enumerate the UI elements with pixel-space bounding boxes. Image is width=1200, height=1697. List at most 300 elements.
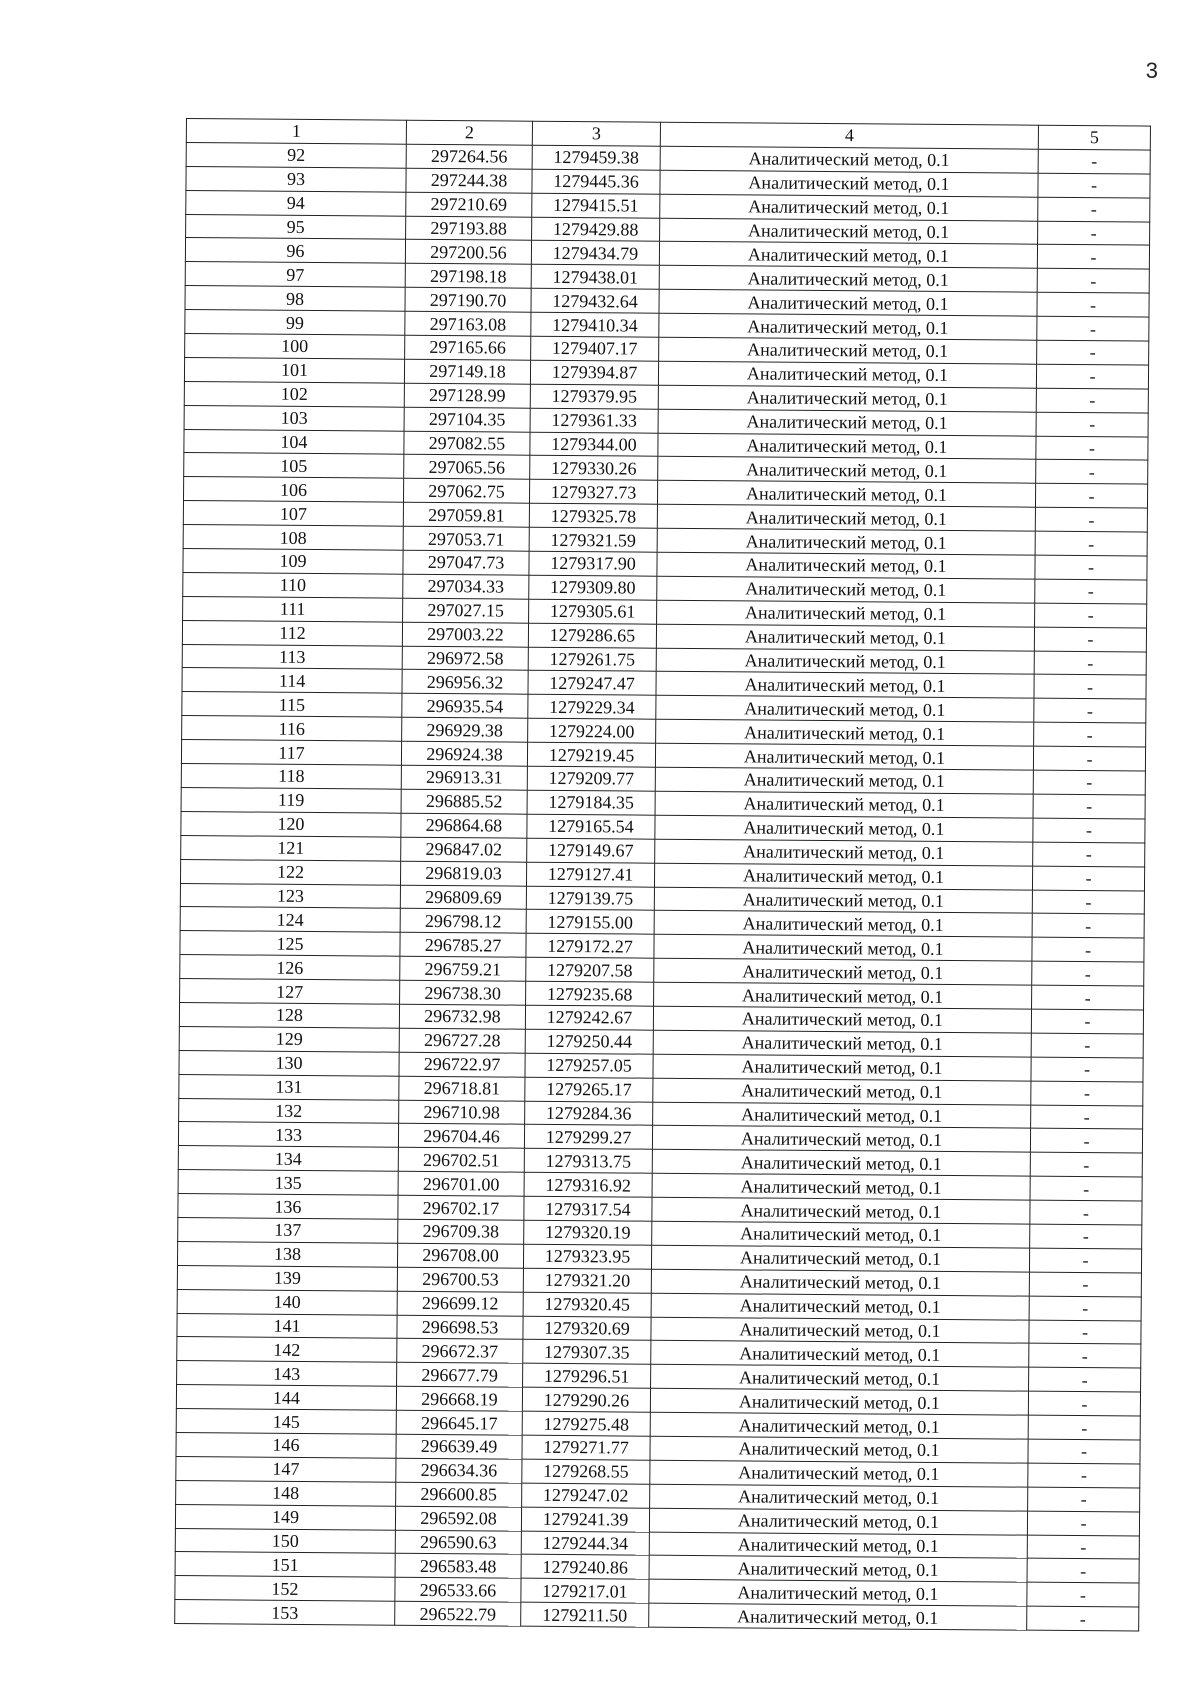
cell-y-coordinate: 1279207.58 xyxy=(526,957,654,982)
cell-point-number: 150 xyxy=(175,1528,395,1554)
cell-x-coordinate: 296645.17 xyxy=(396,1410,522,1435)
cell-point-number: 147 xyxy=(176,1456,396,1482)
cell-y-coordinate: 1279217.01 xyxy=(521,1579,649,1604)
cell-method: Аналитический метод, 0.1 xyxy=(657,600,1035,627)
cell-y-coordinate: 1279224.00 xyxy=(528,718,656,743)
cell-x-coordinate: 296583.48 xyxy=(395,1554,521,1579)
cell-y-coordinate: 1279241.39 xyxy=(521,1507,649,1532)
cell-y-coordinate: 1279438.01 xyxy=(531,265,659,290)
cell-method: Аналитический метод, 0.1 xyxy=(649,1603,1027,1630)
cell-y-coordinate: 1279172.27 xyxy=(526,933,654,958)
cell-note: - xyxy=(1036,460,1148,485)
cell-point-number: 142 xyxy=(177,1337,397,1363)
cell-y-coordinate: 1279139.75 xyxy=(526,886,654,911)
cell-point-number: 100 xyxy=(185,334,405,360)
cell-note: - xyxy=(1027,1606,1139,1631)
cell-point-number: 135 xyxy=(178,1170,398,1196)
cell-note: - xyxy=(1033,794,1145,819)
cell-point-number: 104 xyxy=(184,429,404,455)
cell-x-coordinate: 296727.28 xyxy=(399,1028,525,1053)
cell-point-number: 111 xyxy=(183,596,403,622)
cell-point-number: 117 xyxy=(181,740,401,766)
cell-x-coordinate: 296738.30 xyxy=(400,980,526,1005)
cell-y-coordinate: 1279286.65 xyxy=(528,623,656,648)
cell-method: Аналитический метод, 0.1 xyxy=(657,528,1035,555)
cell-x-coordinate: 297264.56 xyxy=(406,144,532,169)
cell-method: Аналитический метод, 0.1 xyxy=(659,337,1037,364)
cell-point-number: 143 xyxy=(177,1361,397,1387)
cell-method: Аналитический метод, 0.1 xyxy=(650,1388,1028,1415)
cell-x-coordinate: 296590.63 xyxy=(395,1530,521,1555)
cell-y-coordinate: 1279271.77 xyxy=(522,1435,650,1460)
cell-y-coordinate: 1279149.67 xyxy=(527,838,655,863)
cell-method: Аналитический метод, 0.1 xyxy=(655,815,1033,842)
cell-note: - xyxy=(1029,1367,1141,1392)
cell-x-coordinate: 296809.69 xyxy=(400,885,526,910)
cell-method: Аналитический метод, 0.1 xyxy=(653,1102,1031,1129)
cell-note: - xyxy=(1031,1105,1143,1130)
cell-x-coordinate: 296885.52 xyxy=(401,789,527,814)
cell-y-coordinate: 1279299.27 xyxy=(524,1125,652,1150)
cell-y-coordinate: 1279242.67 xyxy=(525,1005,653,1030)
cell-x-coordinate: 297047.73 xyxy=(403,550,529,575)
cell-note: - xyxy=(1032,961,1144,986)
cell-method: Аналитический метод, 0.1 xyxy=(656,648,1034,675)
cell-x-coordinate: 297200.56 xyxy=(405,240,531,265)
cell-point-number: 109 xyxy=(183,549,403,575)
cell-x-coordinate: 297244.38 xyxy=(406,168,532,193)
cell-x-coordinate: 296672.37 xyxy=(397,1339,523,1364)
cell-method: Аналитический метод, 0.1 xyxy=(654,958,1032,985)
cell-method: Аналитический метод, 0.1 xyxy=(652,1197,1030,1224)
cell-method: Аналитический метод, 0.1 xyxy=(659,242,1037,269)
cell-method: Аналитический метод, 0.1 xyxy=(654,982,1032,1009)
cell-x-coordinate: 297210.69 xyxy=(406,192,532,217)
cell-note: - xyxy=(1028,1391,1140,1416)
cell-y-coordinate: 1279410.34 xyxy=(531,312,659,337)
cell-x-coordinate: 297053.71 xyxy=(403,526,529,551)
cell-method: Аналитический метод, 0.1 xyxy=(654,934,1032,961)
cell-note: - xyxy=(1028,1439,1140,1464)
cell-y-coordinate: 1279429.88 xyxy=(532,217,660,242)
cell-x-coordinate: 296592.08 xyxy=(395,1506,521,1531)
cell-point-number: 95 xyxy=(186,214,406,240)
cell-note: - xyxy=(1033,818,1145,843)
cell-y-coordinate: 1279209.77 xyxy=(527,766,655,791)
cell-y-coordinate: 1279265.17 xyxy=(525,1077,653,1102)
cell-y-coordinate: 1279275.48 xyxy=(522,1411,650,1436)
cell-y-coordinate: 1279309.80 xyxy=(529,575,657,600)
cell-x-coordinate: 296639.49 xyxy=(396,1434,522,1459)
cell-y-coordinate: 1279305.61 xyxy=(529,599,657,624)
cell-note: - xyxy=(1036,436,1148,461)
cell-y-coordinate: 1279261.75 xyxy=(528,647,656,672)
cell-x-coordinate: 296929.38 xyxy=(402,717,528,742)
cell-note: - xyxy=(1030,1176,1142,1201)
cell-method: Аналитический метод, 0.1 xyxy=(654,863,1032,890)
cell-point-number: 122 xyxy=(180,859,400,885)
cell-method: Аналитический метод, 0.1 xyxy=(656,624,1034,651)
cell-method: Аналитический метод, 0.1 xyxy=(655,839,1033,866)
cell-point-number: 137 xyxy=(178,1217,398,1243)
cell-point-number: 113 xyxy=(182,644,402,670)
cell-point-number: 132 xyxy=(179,1098,399,1124)
cell-point-number: 128 xyxy=(179,1002,399,1028)
cell-note: - xyxy=(1027,1511,1139,1536)
cell-y-coordinate: 1279379.95 xyxy=(530,384,658,409)
cell-y-coordinate: 1279321.20 xyxy=(523,1268,651,1293)
cell-method: Аналитический метод, 0.1 xyxy=(655,791,1033,818)
cell-y-coordinate: 1279316.92 xyxy=(524,1172,652,1197)
cell-point-number: 99 xyxy=(185,310,405,336)
cell-note: - xyxy=(1032,866,1144,891)
cell-point-number: 98 xyxy=(185,286,405,312)
cell-x-coordinate: 296924.38 xyxy=(401,741,527,766)
cell-x-coordinate: 296634.36 xyxy=(396,1458,522,1483)
cell-y-coordinate: 1279317.90 xyxy=(529,551,657,576)
cell-x-coordinate: 296718.81 xyxy=(399,1076,525,1101)
cell-x-coordinate: 296972.58 xyxy=(402,646,528,671)
cell-y-coordinate: 1279229.34 xyxy=(528,695,656,720)
cell-note: - xyxy=(1034,651,1146,676)
cell-note: - xyxy=(1030,1152,1142,1177)
cell-y-coordinate: 1279323.95 xyxy=(523,1244,651,1269)
cell-method: Аналитический метод, 0.1 xyxy=(649,1556,1027,1583)
cell-method: Аналитический метод, 0.1 xyxy=(660,218,1038,245)
cell-x-coordinate: 296677.79 xyxy=(397,1363,523,1388)
cell-method: Аналитический метод, 0.1 xyxy=(653,1030,1031,1057)
cell-x-coordinate: 296700.53 xyxy=(397,1267,523,1292)
cell-note: - xyxy=(1037,269,1149,294)
cell-y-coordinate: 1279165.54 xyxy=(527,814,655,839)
cell-point-number: 127 xyxy=(180,979,400,1005)
cell-point-number: 126 xyxy=(180,955,400,981)
cell-y-coordinate: 1279250.44 xyxy=(525,1029,653,1054)
cell-note: - xyxy=(1037,340,1149,365)
cell-y-coordinate: 1279127.41 xyxy=(526,862,654,887)
cell-y-coordinate: 1279327.73 xyxy=(529,480,657,505)
cell-point-number: 112 xyxy=(182,620,402,646)
cell-y-coordinate: 1279155.00 xyxy=(526,910,654,935)
cell-method: Аналитический метод, 0.1 xyxy=(655,767,1033,794)
cell-y-coordinate: 1279415.51 xyxy=(532,193,660,218)
cell-note: - xyxy=(1028,1415,1140,1440)
cell-note: - xyxy=(1033,842,1145,867)
cell-y-coordinate: 1279320.45 xyxy=(523,1292,651,1317)
cell-point-number: 115 xyxy=(182,692,402,718)
cell-point-number: 140 xyxy=(177,1289,397,1315)
cell-method: Аналитический метод, 0.1 xyxy=(650,1412,1028,1439)
cell-note: - xyxy=(1032,914,1144,939)
cell-point-number: 92 xyxy=(186,142,406,168)
cell-x-coordinate: 297165.66 xyxy=(405,335,531,360)
cell-y-coordinate: 1279445.36 xyxy=(532,169,660,194)
cell-point-number: 101 xyxy=(184,357,404,383)
cell-y-coordinate: 1279394.87 xyxy=(530,360,658,385)
cell-note: - xyxy=(1029,1296,1141,1321)
cell-y-coordinate: 1279434.79 xyxy=(531,241,659,266)
cell-point-number: 114 xyxy=(182,668,402,694)
cell-x-coordinate: 296699.12 xyxy=(397,1291,523,1316)
cell-point-number: 106 xyxy=(183,477,403,503)
cell-x-coordinate: 297198.18 xyxy=(405,264,531,289)
cell-note: - xyxy=(1035,531,1147,556)
header-col-2: 2 xyxy=(406,120,532,145)
cell-method: Аналитический метод, 0.1 xyxy=(652,1126,1030,1153)
cell-method: Аналитический метод, 0.1 xyxy=(656,672,1034,699)
cell-x-coordinate: 296864.68 xyxy=(401,813,527,838)
cell-x-coordinate: 297059.81 xyxy=(403,502,529,527)
cell-method: Аналитический метод, 0.1 xyxy=(651,1269,1029,1296)
cell-y-coordinate: 1279361.33 xyxy=(530,408,658,433)
cell-y-coordinate: 1279344.00 xyxy=(530,432,658,457)
cell-method: Аналитический метод, 0.1 xyxy=(651,1365,1029,1392)
header-col-1: 1 xyxy=(186,119,406,145)
cell-x-coordinate: 297027.15 xyxy=(403,598,529,623)
cell-y-coordinate: 1279407.17 xyxy=(531,336,659,361)
cell-note: - xyxy=(1034,627,1146,652)
cell-method: Аналитический метод, 0.1 xyxy=(650,1436,1028,1463)
cell-method: Аналитический метод, 0.1 xyxy=(649,1508,1027,1535)
cell-x-coordinate: 297190.70 xyxy=(405,287,531,312)
cell-point-number: 107 xyxy=(183,501,403,527)
cell-x-coordinate: 297034.33 xyxy=(403,574,529,599)
cell-method: Аналитический метод, 0.1 xyxy=(649,1532,1027,1559)
cell-method: Аналитический метод, 0.1 xyxy=(652,1221,1030,1248)
cell-point-number: 145 xyxy=(176,1409,396,1435)
cell-point-number: 93 xyxy=(186,166,406,192)
cell-x-coordinate: 296956.32 xyxy=(402,670,528,695)
cell-point-number: 138 xyxy=(177,1241,397,1267)
cell-y-coordinate: 1279432.64 xyxy=(531,288,659,313)
table-body xyxy=(175,142,1151,1631)
cell-note: - xyxy=(1034,722,1146,747)
cell-method: Аналитический метод, 0.1 xyxy=(654,911,1032,938)
cell-note: - xyxy=(1035,555,1147,580)
cell-x-coordinate: 296785.27 xyxy=(400,932,526,957)
cell-y-coordinate: 1279211.50 xyxy=(521,1602,649,1627)
cell-note: - xyxy=(1027,1559,1139,1584)
cell-point-number: 108 xyxy=(183,525,403,551)
cell-method: Аналитический метод, 0.1 xyxy=(651,1341,1029,1368)
cell-note: - xyxy=(1038,197,1150,222)
cell-y-coordinate: 1279317.54 xyxy=(524,1196,652,1221)
cell-point-number: 133 xyxy=(178,1122,398,1148)
cell-note: - xyxy=(1030,1200,1142,1225)
cell-y-coordinate: 1279219.45 xyxy=(527,742,655,767)
cell-method: Аналитический метод, 0.1 xyxy=(654,887,1032,914)
cell-note: - xyxy=(1038,173,1150,198)
cell-point-number: 131 xyxy=(179,1074,399,1100)
cell-note: - xyxy=(1031,1033,1143,1058)
cell-note: - xyxy=(1037,245,1149,270)
cell-note: - xyxy=(1029,1272,1141,1297)
cell-note: - xyxy=(1031,1009,1143,1034)
cell-point-number: 103 xyxy=(184,405,404,431)
cell-note: - xyxy=(1033,746,1145,771)
cell-note: - xyxy=(1035,603,1147,628)
cell-x-coordinate: 297128.99 xyxy=(404,383,530,408)
cell-note: - xyxy=(1029,1248,1141,1273)
cell-point-number: 96 xyxy=(185,238,405,264)
cell-point-number: 153 xyxy=(175,1600,395,1626)
cell-x-coordinate: 297163.08 xyxy=(405,311,531,336)
cell-note: - xyxy=(1027,1535,1139,1560)
cell-point-number: 124 xyxy=(180,907,400,933)
cell-method: Аналитический метод, 0.1 xyxy=(656,696,1034,723)
cell-note: - xyxy=(1032,985,1144,1010)
cell-note: - xyxy=(1037,316,1149,341)
cell-y-coordinate: 1279290.26 xyxy=(522,1387,650,1412)
cell-note: - xyxy=(1035,579,1147,604)
cell-note: - xyxy=(1030,1224,1142,1249)
cell-method: Аналитический метод, 0.1 xyxy=(657,552,1035,579)
cell-x-coordinate: 297104.35 xyxy=(404,407,530,432)
cell-note: - xyxy=(1036,364,1148,389)
cell-method: Аналитический метод, 0.1 xyxy=(653,1006,1031,1033)
page-number: 3 xyxy=(1145,58,1158,83)
cell-note: - xyxy=(1029,1344,1141,1369)
header-col-5: 5 xyxy=(1038,125,1150,150)
cell-point-number: 129 xyxy=(179,1026,399,1052)
cell-y-coordinate: 1279320.19 xyxy=(524,1220,652,1245)
cell-note: - xyxy=(1031,1081,1143,1106)
cell-x-coordinate: 296709.38 xyxy=(398,1219,524,1244)
cell-y-coordinate: 1279459.38 xyxy=(532,145,660,170)
cell-y-coordinate: 1279244.34 xyxy=(521,1531,649,1556)
cell-note: - xyxy=(1035,484,1147,509)
cell-point-number: 148 xyxy=(176,1480,396,1506)
cell-note: - xyxy=(1034,699,1146,724)
cell-point-number: 134 xyxy=(178,1146,398,1172)
cell-note: - xyxy=(1028,1487,1140,1512)
cell-method: Аналитический метод, 0.1 xyxy=(650,1484,1028,1511)
cell-y-coordinate: 1279247.47 xyxy=(528,671,656,696)
cell-point-number: 144 xyxy=(176,1385,396,1411)
cell-x-coordinate: 297003.22 xyxy=(402,622,528,647)
cell-method: Аналитический метод, 0.1 xyxy=(660,146,1038,173)
cell-method: Аналитический метод, 0.1 xyxy=(651,1245,1029,1272)
cell-note: - xyxy=(1031,1057,1143,1082)
cell-x-coordinate: 297062.75 xyxy=(403,479,529,504)
cell-note: - xyxy=(1032,890,1144,915)
cell-x-coordinate: 296798.12 xyxy=(400,909,526,934)
cell-x-coordinate: 296759.21 xyxy=(400,956,526,981)
cell-method: Аналитический метод, 0.1 xyxy=(657,481,1035,508)
cell-method: Аналитический метод, 0.1 xyxy=(660,194,1038,221)
cell-y-coordinate: 1279247.02 xyxy=(522,1483,650,1508)
cell-y-coordinate: 1279320.69 xyxy=(523,1316,651,1341)
cell-point-number: 152 xyxy=(175,1576,395,1602)
cell-note: - xyxy=(1036,412,1148,437)
cell-x-coordinate: 296698.53 xyxy=(397,1315,523,1340)
cell-y-coordinate: 1279284.36 xyxy=(525,1101,653,1126)
cell-point-number: 141 xyxy=(177,1313,397,1339)
cell-note: - xyxy=(1029,1320,1141,1345)
cell-y-coordinate: 1279240.86 xyxy=(521,1555,649,1580)
cell-x-coordinate: 296600.85 xyxy=(396,1482,522,1507)
cell-method: Аналитический метод, 0.1 xyxy=(660,170,1038,197)
cell-x-coordinate: 296533.66 xyxy=(395,1578,521,1603)
cell-note: - xyxy=(1030,1129,1142,1154)
cell-x-coordinate: 296935.54 xyxy=(402,694,528,719)
cell-y-coordinate: 1279325.78 xyxy=(529,503,657,528)
cell-method: Аналитический метод, 0.1 xyxy=(651,1293,1029,1320)
cell-note: - xyxy=(1028,1463,1140,1488)
cell-x-coordinate: 296913.31 xyxy=(401,765,527,790)
cell-note: - xyxy=(1033,770,1145,795)
cell-x-coordinate: 296708.00 xyxy=(397,1243,523,1268)
cell-x-coordinate: 296710.98 xyxy=(399,1100,525,1125)
cell-method: Аналитический метод, 0.1 xyxy=(659,313,1037,340)
cell-method: Аналитический метод, 0.1 xyxy=(653,1078,1031,1105)
cell-method: Аналитический метод, 0.1 xyxy=(658,433,1036,460)
cell-point-number: 120 xyxy=(181,811,401,837)
cell-point-number: 139 xyxy=(177,1265,397,1291)
cell-note: - xyxy=(1037,292,1149,317)
cell-point-number: 97 xyxy=(185,262,405,288)
cell-y-coordinate: 1279235.68 xyxy=(526,981,654,1006)
cell-point-number: 146 xyxy=(176,1432,396,1458)
cell-method: Аналитический метод, 0.1 xyxy=(658,409,1036,436)
cell-method: Аналитический метод, 0.1 xyxy=(655,743,1033,770)
cell-point-number: 151 xyxy=(175,1552,395,1578)
cell-x-coordinate: 296668.19 xyxy=(396,1386,522,1411)
cell-point-number: 121 xyxy=(181,835,401,861)
cell-note: - xyxy=(1036,388,1148,413)
coordinates-table xyxy=(174,118,1151,1632)
cell-method: Аналитический метод, 0.1 xyxy=(650,1460,1028,1487)
cell-y-coordinate: 1279184.35 xyxy=(527,790,655,815)
cell-point-number: 136 xyxy=(178,1194,398,1220)
header-col-4: 4 xyxy=(660,122,1038,149)
cell-method: Аналитический метод, 0.1 xyxy=(658,361,1036,388)
cell-note: - xyxy=(1038,221,1150,246)
cell-y-coordinate: 1279321.59 xyxy=(529,527,657,552)
cell-point-number: 149 xyxy=(175,1504,395,1530)
cell-point-number: 110 xyxy=(183,572,403,598)
cell-x-coordinate: 297065.56 xyxy=(404,455,530,480)
cell-x-coordinate: 296702.51 xyxy=(398,1147,524,1172)
cell-point-number: 105 xyxy=(184,453,404,479)
cell-method: Аналитический метод, 0.1 xyxy=(652,1149,1030,1176)
cell-method: Аналитический метод, 0.1 xyxy=(653,1054,1031,1081)
cell-x-coordinate: 296704.46 xyxy=(398,1124,524,1149)
cell-y-coordinate: 1279268.55 xyxy=(522,1459,650,1484)
cell-method: Аналитический метод, 0.1 xyxy=(656,719,1034,746)
cell-method: Аналитический метод, 0.1 xyxy=(657,576,1035,603)
cell-method: Аналитический метод, 0.1 xyxy=(652,1173,1030,1200)
cell-x-coordinate: 296732.98 xyxy=(399,1004,525,1029)
cell-y-coordinate: 1279313.75 xyxy=(524,1148,652,1173)
cell-note: - xyxy=(1027,1582,1139,1607)
cell-method: Аналитический метод, 0.1 xyxy=(657,504,1035,531)
cell-y-coordinate: 1279330.26 xyxy=(530,456,658,481)
cell-x-coordinate: 296522.79 xyxy=(395,1601,521,1626)
cell-point-number: 116 xyxy=(182,716,402,742)
cell-note: - xyxy=(1032,937,1144,962)
cell-note: - xyxy=(1035,507,1147,532)
cell-x-coordinate: 297193.88 xyxy=(406,216,532,241)
cell-point-number: 94 xyxy=(186,190,406,216)
cell-x-coordinate: 296819.03 xyxy=(400,861,526,886)
cell-method: Аналитический метод, 0.1 xyxy=(659,289,1037,316)
cell-y-coordinate: 1279307.35 xyxy=(523,1340,651,1365)
cell-x-coordinate: 297082.55 xyxy=(404,431,530,456)
cell-x-coordinate: 296847.02 xyxy=(401,837,527,862)
cell-point-number: 130 xyxy=(179,1050,399,1076)
cell-method: Аналитический метод, 0.1 xyxy=(658,457,1036,484)
